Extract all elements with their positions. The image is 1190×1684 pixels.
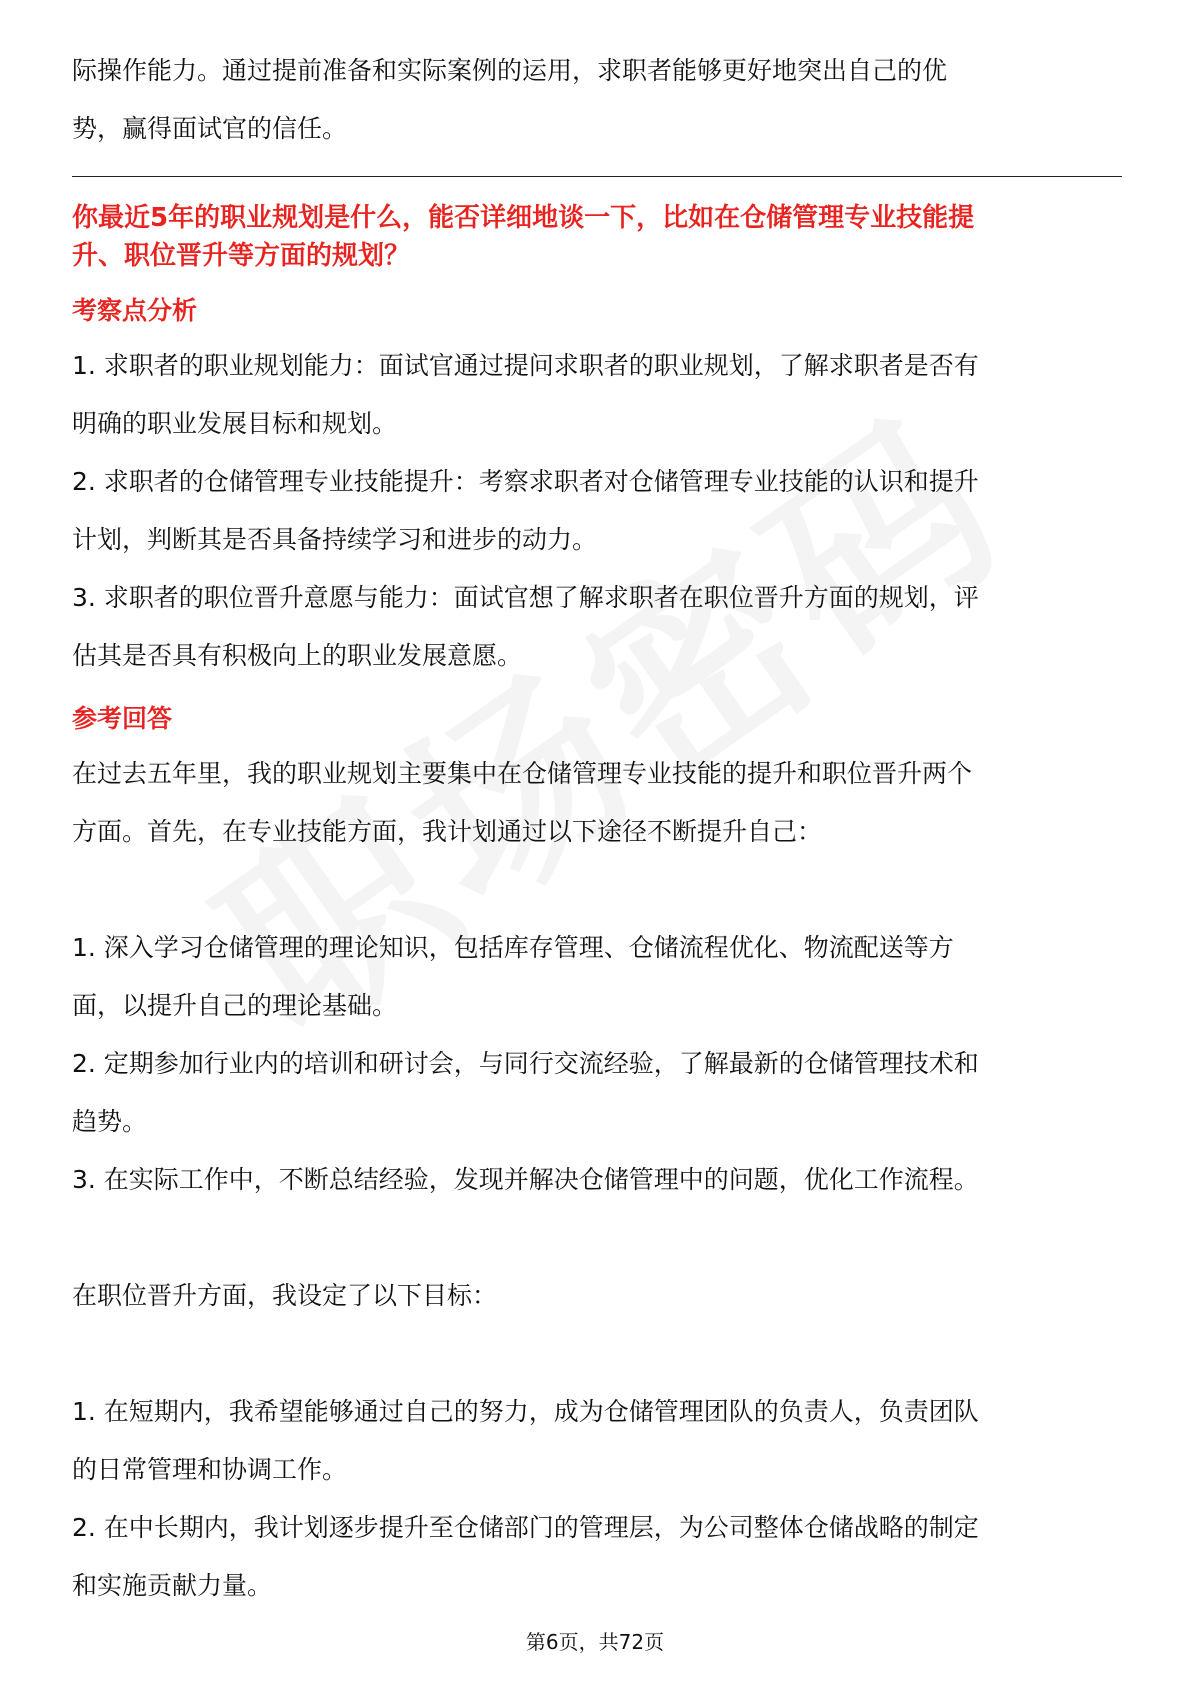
analysis-line: 2. 求职者的仓储管理专业技能提升：考察求职者对仓储管理专业技能的认识和提升 (72, 467, 979, 496)
answer-intro-line: 方面。首先，在专业技能方面，我计划通过以下途径不断提升自己： (72, 817, 823, 846)
blank-line (72, 1209, 1122, 1267)
skill-line: 面，以提升自己的理论基础。 (72, 991, 398, 1020)
question-line: 你最近5年的职业规划是什么，能否详细地谈一下，比如在仓储管理专业技能提 (72, 203, 975, 233)
analysis-line: 1. 求职者的职业规划能力：面试官通过提问求职者的职业规划，了解求职者是否有 (72, 351, 979, 380)
analysis-line: 3. 求职者的职位晋升意愿与能力：面试官想了解求职者在职位晋升方面的规划，评 (72, 583, 979, 612)
goal-line: 的日常管理和协调工作。 (72, 1455, 348, 1484)
intro-line: 势，赢得面试官的信任。 (72, 114, 348, 143)
analysis-line: 明确的职业发展目标和规划。 (72, 409, 398, 438)
answer-section (72, 745, 1122, 1615)
goal-line: 和实施贡献力量。 (72, 1571, 273, 1600)
document-body (72, 42, 1122, 1615)
analysis-line: 计划，判断其是否具备持续学习和进步的动力。 (72, 525, 598, 554)
question-heading (72, 199, 1122, 275)
answer-title: 参考回答 (72, 704, 173, 733)
skill-line: 1. 深入学习仓储管理的理论知识，包括库存管理、仓储流程优化、物流配送等方 (72, 933, 954, 962)
goal-line: 2. 在中长期内，我计划逐步提升至仓储部门的管理层，为公司整体仓储战略的制定 (72, 1513, 979, 1542)
divider (72, 176, 1122, 177)
promotion-intro: 在职位晋升方面，我设定了以下目标： (72, 1281, 498, 1310)
skill-line: 3. 在实际工作中，不断总结经验，发现并解决仓储管理中的问题，优化工作流程。 (72, 1165, 979, 1194)
analysis-line: 估其是否具有积极向上的职业发展意愿。 (72, 641, 523, 670)
blank-line (72, 861, 1122, 919)
skill-line: 2. 定期参加行业内的培训和研讨会，与同行交流经验，了解最新的仓储管理技术和 (72, 1049, 979, 1078)
blank-line (72, 1325, 1122, 1383)
intro-line: 际操作能力。通过提前准备和实际案例的运用，求职者能够更好地突出自己的优 (72, 56, 948, 85)
analysis-title: 考察点分析 (72, 296, 198, 325)
skill-line: 趋势。 (72, 1107, 148, 1136)
page-number: 第6页，共72页 (525, 1630, 665, 1654)
question-line: 升、职位晋升等方面的规划？ (72, 241, 411, 271)
goal-line: 1. 在短期内，我希望能够通过自己的努力，成为仓储管理团队的负责人，负责团队 (72, 1397, 979, 1426)
answer-intro-line: 在过去五年里，我的职业规划主要集中在仓储管理专业技能的提升和职位晋升两个 (72, 759, 973, 788)
analysis-section (72, 337, 1122, 685)
